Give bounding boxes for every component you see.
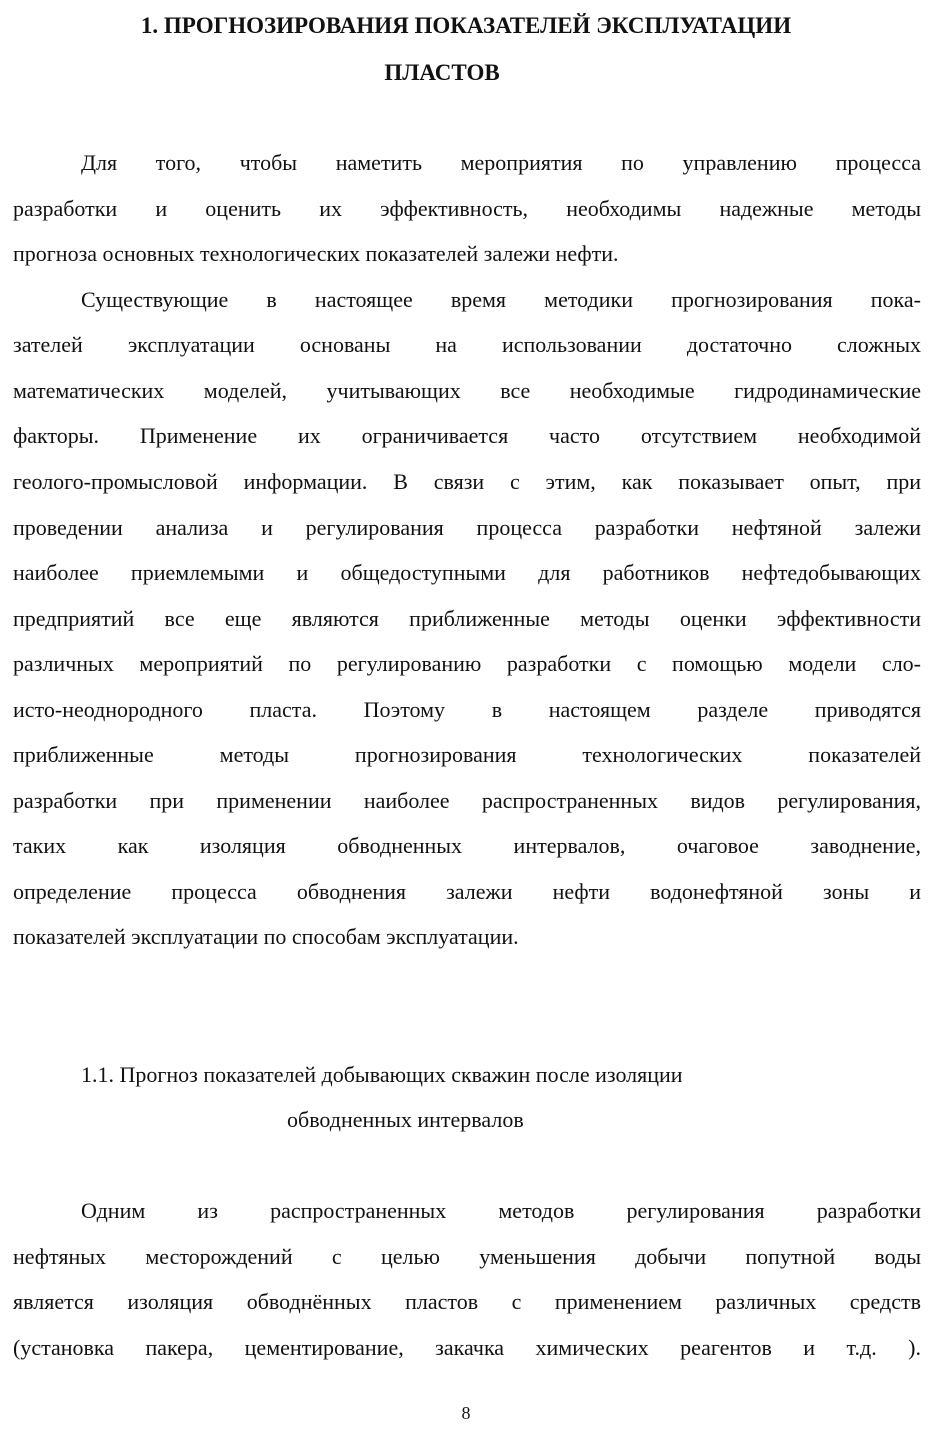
subsection-heading-line-2: обводненных интервалов xyxy=(287,1107,524,1132)
paragraph-2-line-1: Существующие в настоящее время методики прогнозирования пока- xyxy=(81,287,921,312)
paragraph-2-line-8: предприятий все еще являются приближенные методы оценки эффективности xyxy=(13,606,921,631)
page-number: 8 xyxy=(461,1403,471,1423)
section-heading-line-2: ПЛАСТОВ xyxy=(384,60,500,85)
paragraph-1-line-1: Для того, чтобы наметить мероприятия по управлению процесса xyxy=(81,150,921,175)
paragraph-3-line-2: нефтяных месторождений с целью уменьшения добычи попутной воды xyxy=(13,1244,921,1269)
paragraph-2-line-5: геолого-промысловой информации. В связи с этим, как показывает опыт, при xyxy=(13,469,921,494)
paragraph-2-line-6: проведении анализа и регулирования процесса разработки нефтяной залежи xyxy=(13,515,921,540)
paragraph-2-line-2: зателей эксплуатации основаны на использовании достаточно сложных xyxy=(13,332,921,357)
paragraph-2-line-12: разработки при применении наиболее распространенных видов регулирования, xyxy=(13,788,921,813)
paragraph-2-line-3: математических моделей, учитывающих все необходимые гидродинамические xyxy=(13,378,921,403)
paragraph-1-line-2: разработки и оценить их эффективность, необходимы надежные методы xyxy=(13,196,921,221)
paragraph-2-line-13: таких как изоляция обводненных интервалов, очаговое заводнение, xyxy=(13,833,921,858)
paragraph-2-line-7: наиболее приемлемыми и общедоступными для работников нефтедобывающих xyxy=(13,560,921,585)
paragraph-2-line-10: исто-неоднородного пласта. Поэтому в настоящем разделе приводятся xyxy=(13,697,921,722)
paragraph-2-line-9: различных мероприятий по регулированию разработки с помощью модели сло- xyxy=(13,651,921,676)
paragraph-1-line-3: прогноза основных технологических показателей залежи нефти. xyxy=(13,241,619,266)
paragraph-3-line-4: (установка пакера, цементирование, закачка химических реагентов и т.д. ). xyxy=(13,1335,921,1360)
paragraph-2-line-11: приближенные методы прогнозирования технологических показателей xyxy=(13,742,921,767)
section-heading-line-1: 1. ПРОГНОЗИРОВАНИЯ ПОКАЗАТЕЛЕЙ ЭКСПЛУАТАЦИИ xyxy=(140,13,792,38)
paragraph-2-line-14: определение процесса обводнения залежи нефти водонефтяной зоны и xyxy=(13,879,921,904)
paragraph-2-line-15: показателей эксплуатации по способам эксплуатации. xyxy=(13,924,519,949)
subsection-heading-line-1: 1.1. Прогноз показателей добывающих скважин после изоляции xyxy=(81,1062,683,1087)
paragraph-2-line-4: факторы. Применение их ограничивается часто отсутствием необходимой xyxy=(13,423,921,448)
paragraph-3-line-3: является изоляция обводнённых пластов с применением различных средств xyxy=(13,1289,921,1314)
paragraph-3-line-1: Одним из распространенных методов регулирования разработки xyxy=(81,1198,921,1223)
